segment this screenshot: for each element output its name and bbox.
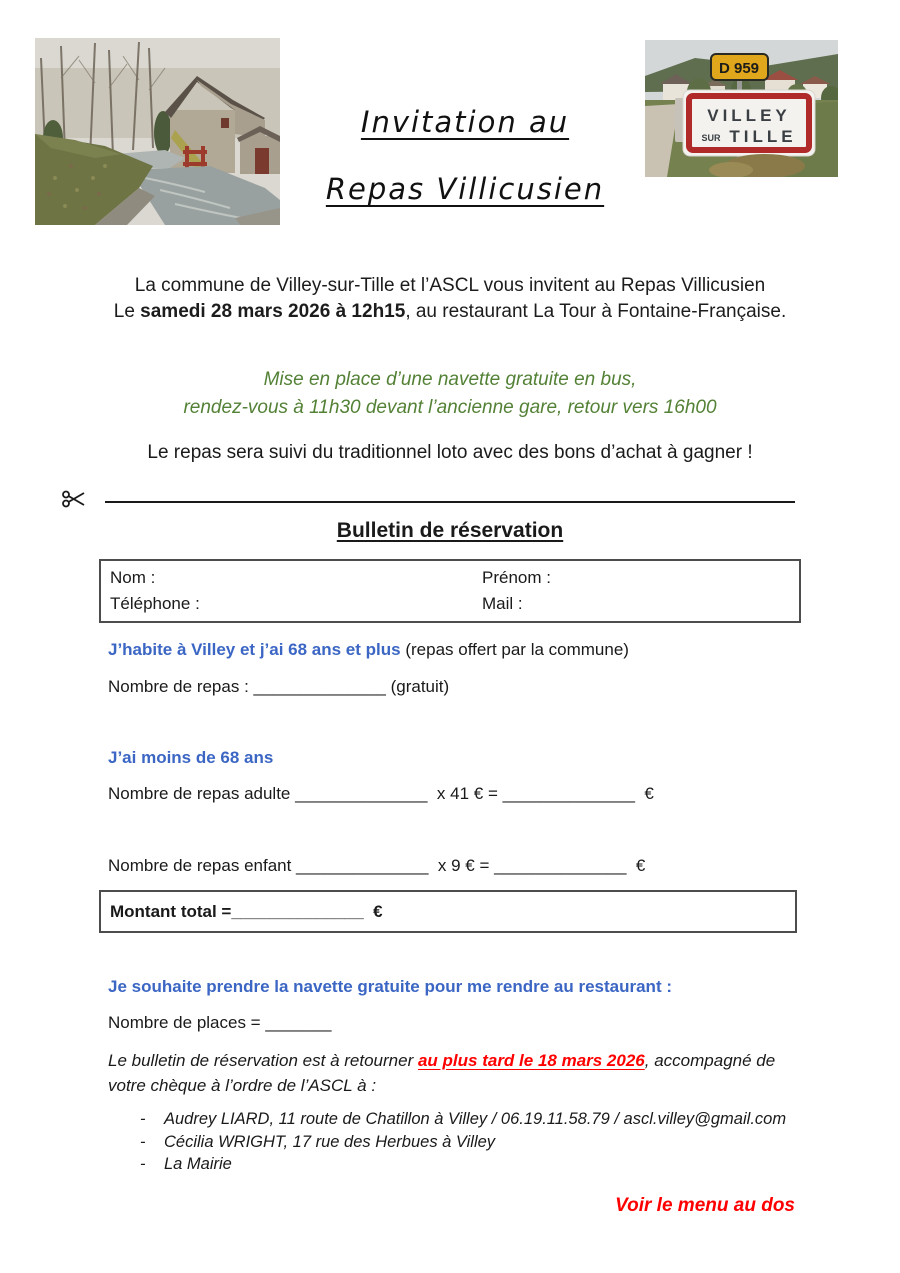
return-instructions: Le bulletin de réservation est à retourner au plus tard le 18 mars 2026, accompagné de votre chèque à l’ordre de l’ASCL à :: [108, 1051, 776, 1095]
intro-paragraph: [0, 273, 900, 325]
field-label-mail: Mail :: [482, 594, 523, 613]
places-line: Nombre de places = _______: [108, 1013, 332, 1032]
cut-line: [105, 501, 795, 503]
adult-meals-line: Nombre de repas adulte ______________ x 41 € = ______________ €: [108, 784, 654, 803]
road-plate-text: D 959: [718, 60, 760, 77]
junior-section-title: J’ai moins de 68 ans: [108, 748, 274, 767]
page-title-line1: Invitation au: [360, 105, 570, 139]
field-label-nom: Nom :: [110, 568, 156, 587]
reservation-heading: Bulletin de réservation: [336, 519, 564, 542]
contact-box: [99, 559, 801, 623]
address-3: La Mairie: [164, 1155, 232, 1173]
menu-note: Voir le menu au dos: [615, 1195, 795, 1216]
sign-name-tille: TILLE: [729, 127, 797, 146]
senior-meals-line: Nombre de repas : ______________ (gratuit): [108, 677, 450, 696]
return-address-list: [140, 1108, 820, 1176]
list-item: - Cécilia WRIGHT, 17 rue des Herbues à Villey: [140, 1131, 820, 1154]
sign-name-line1: VILLEY: [707, 106, 791, 125]
list-item: - La Mairie: [140, 1153, 820, 1176]
list-item: - Audrey LIARD, 11 route de Chatillon à Villey / 06.19.11.58.79 / ascl.villey@gmail.com: [140, 1108, 820, 1131]
address-1: Audrey LIARD, 11 route de Chatillon à Villey / 06.19.11.58.79 / ascl.villey@gmail.com: [164, 1110, 787, 1128]
senior-section-title: J’habite à Villey et j’ai 68 ans et plus (repas offert par la commune): [108, 640, 629, 659]
shuttle-line2: rendez-vous à 11h30 devant l’ancienne gare, retour vers 16h00: [183, 397, 717, 418]
page-title: [290, 104, 640, 207]
page-title-line2: Repas Villicusien: [325, 172, 605, 206]
intro-line1: La commune de Villey-sur-Tille et l’ASCL vous invitent au Repas Villicusien: [134, 275, 766, 296]
shuttle-line1: Mise en place d’une navette gratuite en bus,: [263, 369, 637, 390]
mill-stream-photo: [35, 38, 280, 225]
address-2: Cécilia WRIGHT, 17 rue des Herbues à Villey: [164, 1132, 496, 1151]
child-meals-line: Nombre de repas enfant ______________ x 9 € = ______________ €: [108, 856, 646, 875]
sign-name-sur: SUR: [701, 133, 721, 143]
field-label-telephone: Téléphone :: [110, 594, 200, 613]
field-label-prenom: Prénom :: [482, 568, 551, 587]
total-box: [99, 890, 797, 933]
senior-section-note: (repas offert par la commune): [400, 640, 629, 659]
event-date: samedi 28 mars 2026 à 12h15: [140, 301, 406, 322]
loto-line: Le repas sera suivi du traditionnel loto avec des bons d’achat à gagner !: [147, 442, 753, 463]
scissors-icon: [61, 488, 87, 510]
village-sign-photo: [645, 40, 838, 177]
intro-line2: Le samedi 28 mars 2026 à 12h15, au restaurant La Tour à Fontaine-Française.: [113, 301, 787, 322]
total-line: Montant total =______________ €: [110, 901, 383, 921]
deadline-text: au plus tard le 18 mars 2026: [417, 1051, 645, 1070]
shuttle-request-title: Je souhaite prendre la navette gratuite pour me rendre au restaurant :: [108, 977, 672, 996]
shuttle-notice: [0, 366, 900, 422]
